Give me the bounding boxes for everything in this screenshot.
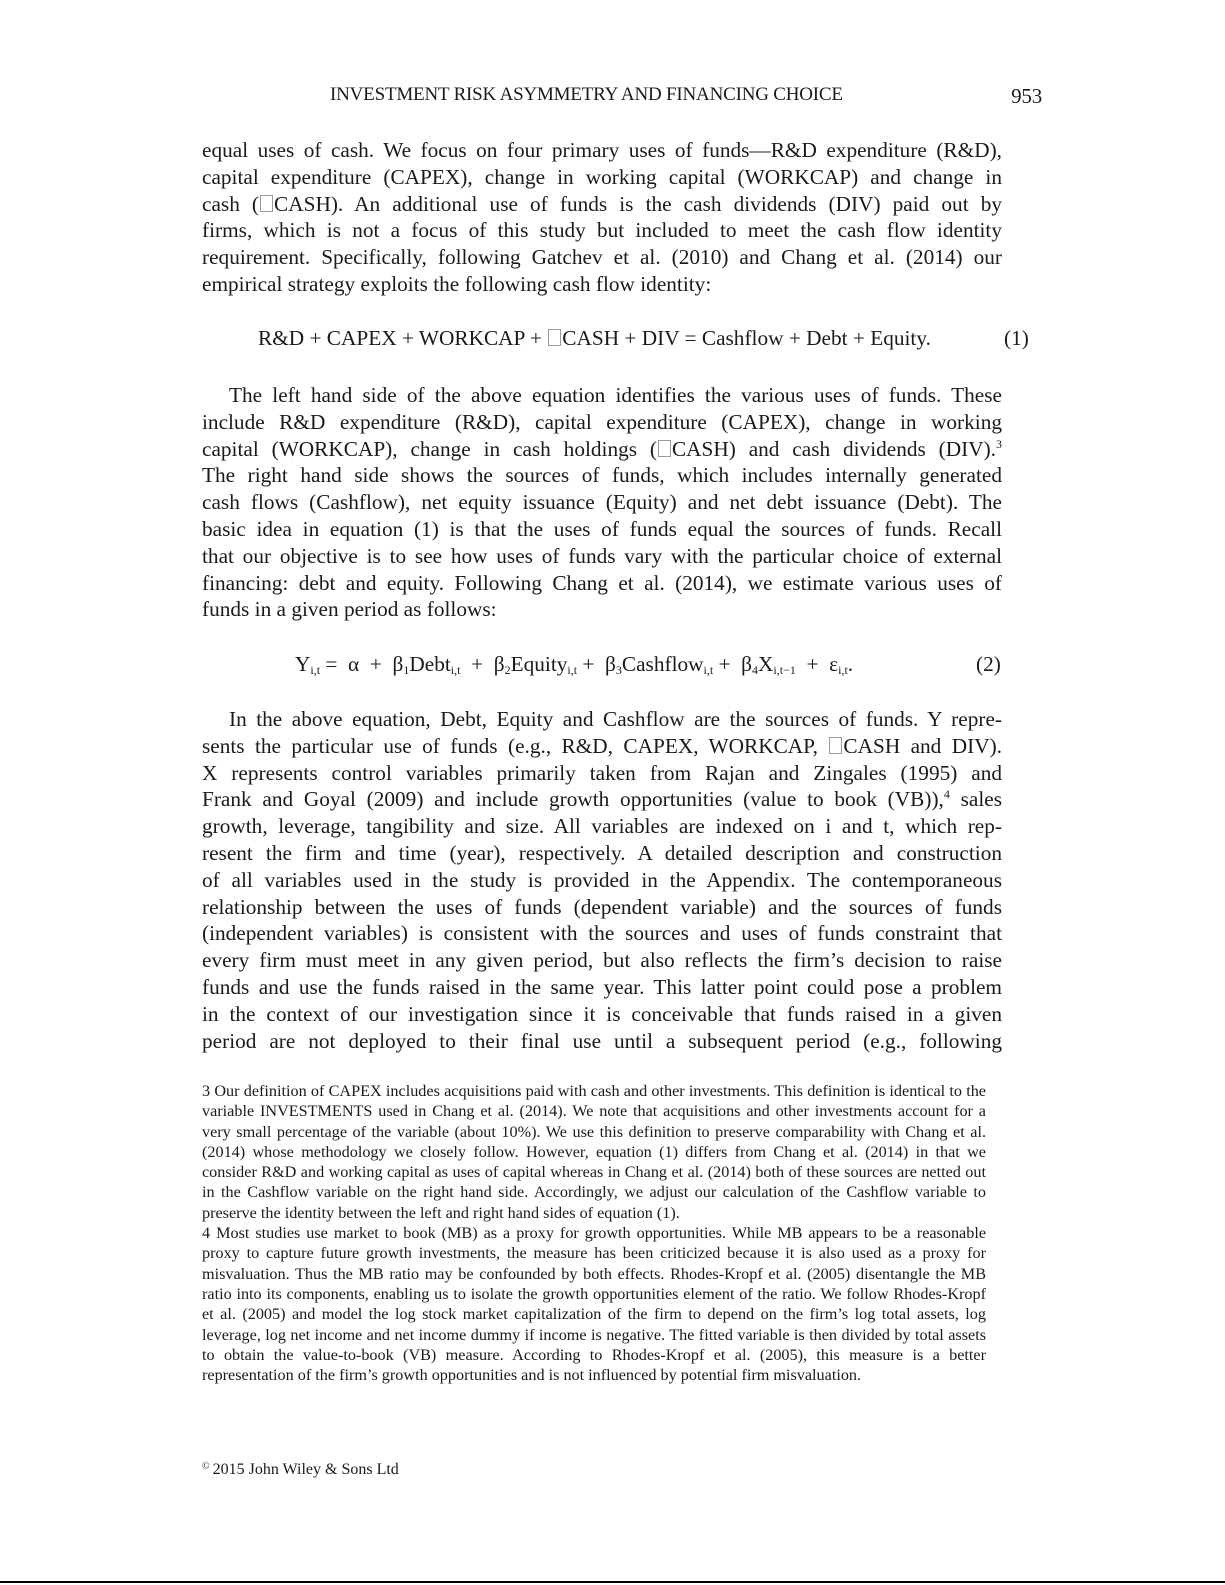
text-line: growth, leverage, tangibility and size. All variables are indexed on i and t, which rep-	[202, 814, 1002, 839]
eq-subscript: i,t	[450, 663, 461, 677]
text-line: cash flows (Cashflow), net equity issuance (Equity) and net debt issuance (Debt). The	[202, 490, 1002, 515]
text-line: The left hand side of the above equation identifies the various uses of funds. These	[229, 383, 1002, 407]
eq-term: Cashflow	[621, 652, 704, 676]
eq-subscript: i,t−1	[773, 663, 796, 677]
paragraph-2	[202, 382, 1002, 623]
text-fragment: sales	[949, 787, 1002, 812]
text-line: relationship between the uses of funds (dependent variable) and the sources of funds	[202, 894, 1002, 919]
eq-subscript: i,t	[838, 663, 848, 677]
eq-term: = α + β	[320, 652, 404, 676]
equation-1-rhs: = Cashflow + Debt + Equity.	[679, 326, 931, 350]
equation-1-lhs: R&D + CAPEX + WORKCAP +	[258, 326, 548, 350]
text-line: X represents control variables primarily taken from Rajan and Zingales (1995) and	[202, 760, 1002, 785]
text-line	[202, 786, 1002, 813]
text-line	[202, 191, 1002, 218]
text-line: (independent variables) is consistent with the sources and uses of funds constraint that	[202, 921, 1002, 946]
copyright-notice	[202, 1461, 399, 1479]
footnote-ref-4[interactable]: 4	[943, 787, 950, 802]
page-number: 953	[1011, 84, 1042, 108]
eq-subscript: i,t	[703, 663, 714, 677]
eq-subscript: 3	[615, 663, 622, 677]
missing-glyph-delta-icon	[658, 440, 671, 457]
page-bottom-border	[0, 1581, 1225, 1583]
text-fragment: CASH). An additional use of funds is the cash dividends (DIV) paid out by	[274, 191, 1002, 216]
footnote-text: Most studies use market to book (MB) as a proxy for growth opportunities. While MB appears to be a reasonable proxy to capture future growth investments, the measure has been criticized because it is also used as a proxy for misvaluation. Thus the MB ratio may be confounded by both effects. Rhodes-Kropf et al. (2005) disentangle the MB ratio into its components, enabling us to isolate the growth opportunities element of the ratio. We follow Rhodes-Kropf et al. (2005) and model the log stock market capitalization of the firm to depend on the firm’s log total assets, log leverage, log net income and net income dummy if income is negative. The fitted variable is then divided by total assets to obtain the value-to-book (VB) measure. According to Rhodes-Kropf et al. (2005), this measure is a better representation of the firm’s growth opportunities and is not influenced by potential firm misvaluation.	[202, 1224, 987, 1385]
missing-glyph-delta-icon	[829, 737, 842, 754]
footnote-number: 4	[202, 1224, 211, 1243]
eq-term: Debt	[409, 652, 451, 676]
text-line: capital expenditure (CAPEX), change in working capital (WORKCAP) and change in	[202, 164, 1002, 189]
running-header	[330, 84, 1042, 110]
text-line: basic idea in equation (1) is that the uses of funds equal the sources of funds. Recall	[202, 516, 1002, 541]
missing-glyph-delta-icon	[548, 329, 561, 346]
text-fragment: CASH and DIV).	[843, 733, 1002, 758]
eq-term: X	[758, 652, 774, 676]
equation-1-number: (1)	[1004, 326, 1029, 350]
text-fragment: capital (WORKCAP), change in cash holdings (	[202, 436, 657, 461]
paragraph-1	[202, 137, 1002, 298]
text-line: period are not deployed to their final use until a subsequent period (e.g., following	[202, 1028, 1002, 1053]
eq-term: .	[847, 652, 854, 676]
text-line: financing: debt and equity. Following Chang et al. (2014), we estimate various uses of	[202, 570, 1002, 595]
text-fragment: sents the particular use of funds (e.g., R&D, CAPEX, WORKCAP,	[202, 733, 829, 758]
text-line: funds in a given period as follows:	[202, 597, 497, 622]
text-line: funds and use the funds raised in the same year. This latter point could pose a problem	[202, 974, 1002, 999]
text-line: include R&D expenditure (R&D), capital expenditure (CAPEX), change in working	[202, 409, 1002, 434]
eq-subscript: i,t	[310, 663, 321, 677]
running-title: INVESTMENT RISK ASYMMETRY AND FINANCING CHOICE	[330, 84, 843, 105]
text-line	[202, 733, 1002, 760]
eq-subscript: 1	[403, 663, 410, 677]
text-line: firms, which is not a focus of this study but included to meet the cash flow identity	[202, 218, 1002, 243]
paragraph-3	[202, 706, 1002, 1054]
eq-subscript: 4	[752, 663, 759, 677]
footnote-3	[202, 1081, 986, 1223]
text-line: in the context of our investigation since it is conceivable that funds raised in a given	[202, 1001, 1002, 1026]
eq-subscript: i,t	[567, 663, 578, 677]
copyright-text: 2015 John Wiley & Sons Ltd	[212, 1461, 399, 1478]
text-line: The right hand side shows the sources of funds, which includes internally generated	[202, 463, 1002, 488]
footnote-ref-3[interactable]: 3	[996, 436, 1002, 451]
eq-subscript: 2	[504, 663, 511, 677]
eq-term: + β	[577, 652, 616, 676]
eq-term: + ε	[795, 652, 839, 676]
equation-2-number: (2)	[976, 652, 1001, 676]
eq-term: + β	[713, 652, 753, 676]
footnotes	[202, 1081, 986, 1385]
text-line	[202, 436, 1002, 463]
text-line: resent the firm and time (year), respectively. A detailed description and construction	[202, 840, 1002, 865]
text-line: requirement. Specifically, following Gatchev et al. (2010) and Chang et al. (2014) our	[202, 245, 1002, 270]
footnote-number: 3	[202, 1082, 211, 1100]
text-fragment: cash (	[202, 191, 260, 216]
text-fragment: CASH) and cash dividends (DIV).	[671, 436, 996, 461]
equation-2	[295, 652, 853, 677]
text-line: empirical strategy exploits the following cash flow identity:	[202, 271, 712, 296]
eq-term: Y	[295, 652, 311, 676]
text-line: In the above equation, Debt, Equity and Cashflow are the sources of funds. Y repre-	[229, 707, 1002, 731]
text-line: of all variables used in the study is provided in the Appendix. The contemporaneous	[202, 867, 1002, 892]
text-line: every firm must meet in any given period, but also reflects the firm’s decision to raise	[202, 948, 1002, 973]
equation-1	[258, 326, 931, 351]
text-line: that our objective is to see how uses of funds vary with the particular choice of external	[202, 543, 1002, 568]
footnote-text: Our definition of CAPEX includes acquisitions paid with cash and other investments. This definition is identical to the variable INVESTMENTS used in Chang et al. (2014). We note that acquisitions and other investments account for a very small percentage of the variable (about 10%). We use this definition to preserve comparability with Chang et al. (2014) whose methodology we closely follow. However, equation (1) differs from Chang et al. (2014) in that we consider R&D and working capital as uses of capital whereas in Chang et al. (2014) both of these sources are netted out in the Cashflow variable on the right hand side. Accordingly, we adjust our calculation of the Cashflow variable to preserve the identity between the left and right hand sides of equation (1).	[202, 1082, 986, 1222]
eq-term: Equity	[510, 652, 568, 676]
footnote-4	[202, 1223, 986, 1385]
copyright-icon: ©	[202, 1461, 210, 1472]
text-fragment: Frank and Goyal (2009) and include growth opportunities (value to book (VB)),	[202, 787, 944, 812]
text-line: equal uses of cash. We focus on four primary uses of funds—R&D expenditure (R&D),	[202, 138, 1002, 162]
equation-1-lhs-end: CASH + DIV	[562, 326, 680, 350]
missing-glyph-delta-icon	[260, 195, 273, 212]
eq-term: + β	[460, 652, 505, 676]
